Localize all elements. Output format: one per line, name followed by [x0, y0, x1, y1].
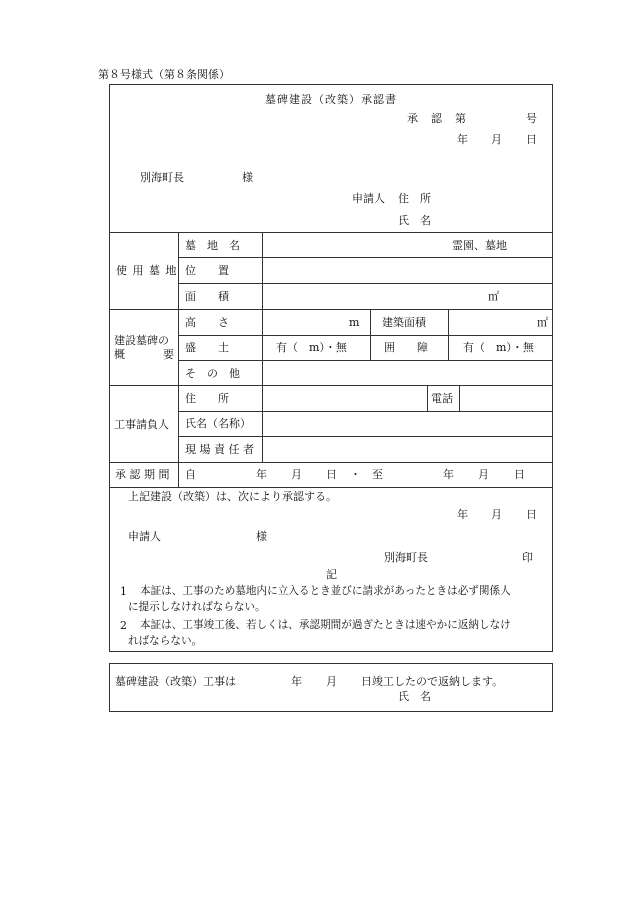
seal-mark: 印 — [522, 551, 533, 564]
period-from-day: 日 — [326, 468, 337, 481]
issue-day: 日 — [526, 133, 537, 146]
applicant-label: 申請人 — [352, 192, 385, 205]
return-note-prefix: 墓碑建設（改築）工事は — [115, 675, 236, 688]
building-area-label: 建築面積 — [382, 316, 426, 329]
approval-char-2: 認 — [431, 112, 442, 125]
mound-label: 盛 土 — [185, 341, 229, 354]
note-1-number: 1 — [120, 585, 127, 598]
period-to-month: 月 — [478, 468, 489, 481]
use-grave-group-label: 使 用 墓 地 — [116, 264, 178, 277]
height-unit: m — [349, 316, 360, 329]
overview-group-label-2b: 要 — [163, 348, 174, 361]
overview-group-label-1: 建設墓碑の — [114, 334, 169, 347]
return-note-year: 年 — [291, 675, 302, 688]
period-from-month: 月 — [291, 468, 302, 481]
approval-char-4: 号 — [526, 112, 537, 125]
approval-char-3: 第 — [455, 112, 466, 125]
applicant-address-label: 住 所 — [398, 192, 431, 205]
approval-statement: 上記建設（改築）は、次により承認する。 — [128, 490, 337, 503]
period-to: ・ 至 — [350, 468, 383, 481]
addressee-honorific: 様 — [242, 171, 253, 184]
return-note-month: 月 — [326, 675, 337, 688]
addressee: 別海町長 — [140, 171, 184, 184]
note-1-line-2: に提示しなければならない。 — [128, 601, 266, 613]
applicant-name-label: 氏 名 — [398, 214, 431, 227]
contractor-group-label: 工事請負人 — [114, 418, 169, 431]
issue-month: 月 — [491, 133, 502, 146]
ki-mark: 記 — [326, 568, 337, 581]
contractor-name-label: 氏名（名称） — [185, 417, 251, 430]
contractor-phone-label: 電話 — [431, 392, 453, 405]
period-to-day: 日 — [514, 468, 525, 481]
return-note-name-label: 氏 名 — [398, 690, 431, 703]
approval-issuer: 別海町長 — [384, 551, 428, 564]
period-label: 承 認 期 間 — [115, 468, 170, 481]
period-from-year: 年 — [256, 468, 267, 481]
approval-day: 日 — [526, 508, 537, 521]
height-label: 高 さ — [185, 316, 229, 329]
note-1-line-1: 本証は、工事のため墓地内に立入るとき並びに請求があったときは必ず関係人 — [140, 585, 511, 597]
issue-year: 年 — [457, 133, 468, 146]
area-unit: ㎡ — [488, 290, 499, 303]
fence-value: 有（ m）・無 — [463, 341, 534, 354]
overview-group-label-2a: 概 — [114, 348, 125, 361]
note-2-line-1: 本証は、工事竣工後、若しくは、承認期間が過ぎたときは速やかに返納しなけ — [140, 619, 511, 631]
building-area-unit: ㎡ — [537, 316, 548, 329]
location-label: 位 置 — [185, 264, 229, 277]
approval-year: 年 — [457, 508, 468, 521]
fence-label: 囲 障 — [384, 341, 428, 354]
approval-char-1: 承 — [407, 112, 418, 125]
approval-applicant-label: 申請人 — [128, 530, 161, 543]
mound-value: 有（ m）・無 — [276, 341, 347, 354]
contractor-address-label: 住 所 — [185, 392, 229, 405]
other-label: そ の 他 — [185, 367, 240, 380]
period-from: 自 — [185, 468, 196, 481]
form-title: 墓碑建設（改築）承認書 — [265, 93, 397, 106]
grave-name-label: 墓 地 名 — [185, 239, 240, 252]
approval-form — [109, 84, 553, 652]
note-2-line-2: ればならない。 — [128, 635, 203, 647]
note-2-number: 2 — [120, 619, 127, 632]
period-to-year: 年 — [443, 468, 454, 481]
approval-month: 月 — [491, 508, 502, 521]
site-manager-label: 現 場 責 任 者 — [185, 443, 254, 456]
form-number: 第８号様式（第８条関係） — [98, 68, 230, 81]
return-note-suffix: 日竣工したので返納します。 — [361, 675, 504, 688]
approval-applicant-honorific: 様 — [256, 530, 267, 543]
grave-name-suffix: 霊園、墓地 — [452, 239, 507, 252]
area-label: 面 積 — [185, 290, 229, 303]
